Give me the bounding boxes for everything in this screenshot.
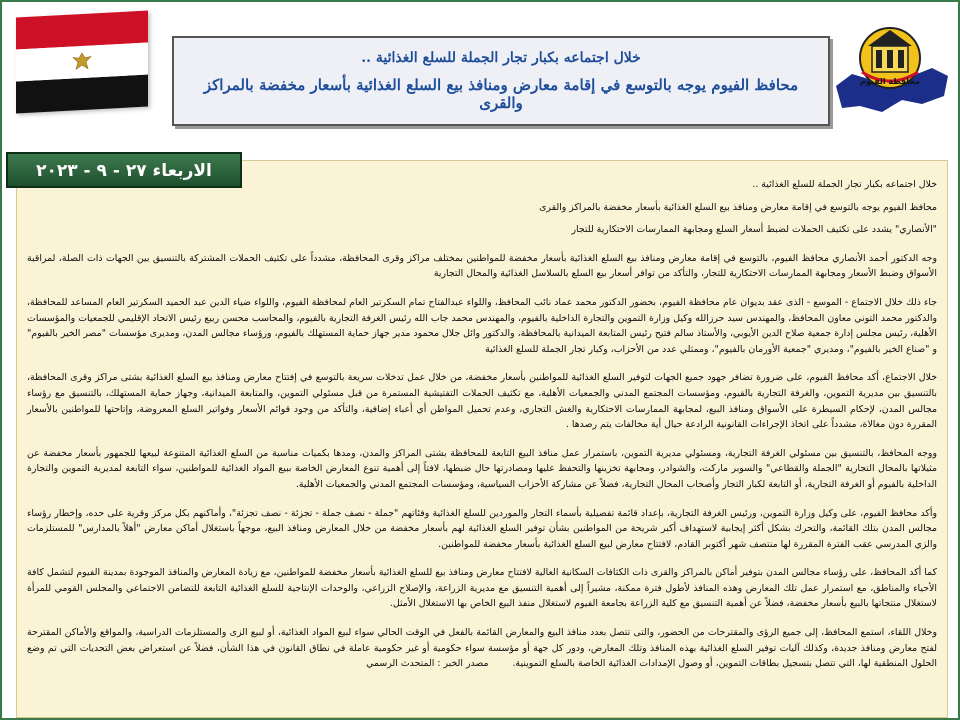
article-paragraph: "الأنصاري" يشدد على تكثيف الحملات لضبط أسعار السلع ومجابهة الممارسات الاحتكارية للتجار [571,224,937,236]
news-source: مصدر الخبر : المتحدث الرسمي [366,658,489,670]
eagle-icon [71,50,93,73]
headline-box [172,36,830,126]
article-paragraph: ووجه المحافظ، بالتنسيق بين مسئولي الغرفة التجارية، ومسئولي مديرية التموين، باستمرار عمل منافذ البيع التابعة للمحافظة بشتى المراكز والمدن، ومدها بكميات مناسبة من السلع الغذائية المتنوعة لبيعها للجمهور بأسعار مخفضة عن مثيلاتها بالمحال التجارية "الجملة والقطاعي" والسوبر ماركت، والشوادر، ومجابهة تخزينها والتحفظ عليها ومصادرتها حال ضبطها، لافتاً إلى أهمية تنوع المعارض الخاصة ببيع المواد الغذائية للمواطنين، سواء التابعة لمديرية التموين والتجارة الداخلية بالفيوم أو الغرفة التجارية، أو التابعة لكبار التجار وأصحاب المحال التجارية، فضلاً عن مشاركة الأحزاب السياسية، ومؤسسات المجتمع المدني والجمعيات الأهلية. [27,447,937,490]
page-header [2,2,958,152]
headline-line-1: خلال اجتماعه بكبار تجار الجملة للسلع الغذائية .. [361,50,641,66]
article-paragraph: محافظ الفيوم يوجه بالتوسع في إقامة معارض ومنافذ بيع السلع الغذائية بأسعار مخفضة بالمراكز والقرى [539,201,937,213]
article-paragraph: كما أكد المحافظ، على رؤساء مجالس المدن بتوفير أماكن بالمراكز والقرى ذات الكثافات السكانية العالية لافتتاح معارض ومنافذ بيع للسلع الغذائية بأسعار مخفضة للمواطنين، مع زيادة المعارض والمنافذ الموجودة بمدينة الفيوم لتشمل كافة الأحياء والمناطق، مع استمرار عمل تلك المعارض وهذه المنافذ لأطول فترة ممكنة، مشيراً إلى أهمية التنسيق مع مديرية الزراعة، والإصلاح الزراعي، والوحدات الإنتاجية للسلع الغذائية التابعة للتضامن الاجتماعي والمجلس القومي للمرأة لاستغلال منتجاتها بالبيع بأسعار مخفضة، فضلاً عن أهمية التنسيق مع كلية الزراعة بجامعة الفيوم لاستغلال منفذ البيع الخاص بها الاستغلال الأمثل. [27,567,937,610]
logo-text: محافظة الفيوم [859,77,921,86]
fayoum-governorate-logo-icon [832,16,952,124]
egypt-flag-icon [16,11,148,114]
article-paragraph-last [27,625,937,672]
date-banner: الاربعاء ٢٧ - ٩ - ٢٠٢٣ [6,152,242,188]
article-paragraph: وأكد محافظ الفيوم، على وكيل وزارة التموين، ورئيس الغرفة التجارية، بإعداد قائمة تفصيلية بأسماء التجار والموردين للسلع الغذائية وفئاتهم "جملة - نصف جملة - تجزئة - نصف تجزئة"، وأماكنهم بكل مركز وقرية على حده، وإخطار رؤساء مجالس المدن بتلك القائمة، والتحرك بشكل أكثر إيجابية لاستهداف أكبر شريحة من المواطنين بشأن توفير السلع الغذائية لهم بأسعار مخفضة من خلال المعارض ومنافذ البيع، موجهاً باستغلال أماكن معارض "أهلاً بالمدارس" للمستلزمات والزي المدرسي عقب الفترة المقررة لها منتصف شهر أكتوبر القادم، لافتتاح معارض لبيع السلع الغذائية بأسعار مخفضة للمواطنين. [27,507,937,550]
article-body [16,160,948,718]
article-paragraph: خلال اجتماعه بكبار تجار الجملة للسلع الغذائية .. [752,179,937,190]
article-paragraph: وجه الدكتور أحمد الأنصاري محافظ الفيوم، بالتوسع في إقامة معارض ومنافذ بيع السلع الغذائية بأسعار مخفضة للمواطنين بمختلف مراكز وقرى المحافظة، مشدداً على تكثيف الحملات المشتركة بالتنسيق بين الجهات ذات الصلة، لمراقبة الأسواق وضبط الأسعار ومجابهة الممارسات الاحتكارية للتجار، والتأكد من توافر أسعار بيع السلع بالسلاسل الغذائية والمحال التجارية [27,252,937,280]
article-paragraph-text: وخلال اللقاء، استمع المحافظ، إلى جميع الرؤى والمقترحات من الحضور، والتى تتصل بعدد منافذ البيع والمعارض القائمة بالفعل في الوقت الحالي سواء لبيع المواد الغذائية، أو لبيع الزى والمستلزمات الدراسية، والمواقع والأماكن المقترحة لفتح معارض ومنافذ جديدة، وكذلك آليات توفير السلع الغذائية بهذه المنافذ وتلك المعارض، ودور كل جهة أو مؤسسة سواء حكومية أو غير حكومية عاملة في نطاق القانون في هذا الشأن، فضلاً عن استعراض بعض التحديات التي تم وضع الحلول المنطقية لها، التي تتصل بتسجيل بطاقات التموين، أو وصول الإمدادات الغذائية الخاصة بالسلع التموينية. [27,627,937,670]
article-paragraph: جاء ذلك خلال الاجتماع - الموسع - الذى عقد بديوان عام محافظة الفيوم، بحضور الدكتور محمد عماد نائب المحافظ، واللواء عبدالفتاح تمام السكرتير العام لمحافظة الفيوم، واللواء ضياء الدين عبد الحميد السكرتير العام المساعد للمحافظة، والدكتور محمد التوني معاون المحافظ، والمهندس سيد حرزالله وكيل وزارة التموين والتجارة الداخلية بالفيوم، والمهندس محمد جاب الله رئيس الغرفة التجارية بالفيوم، والمحاسب محسن ربيع رئيس الاتحاد الإقليمي للجمعيات والمؤسسات الأهلية، رئيس مجلس إدارة جمعية صلاح الدين الأيوبي، والأستاذ سالم فتيح رئيس المتابعة الميدانية بالمحافظة، والدكتور وائل جلال محمود مدير جهاز حماية المستهلك بالفيوم، ورؤساء مجالس المدن، ومديرى مؤسسات "مصر الخير بالفيوم" و "صناع الخير بالفيوم"، ومديري "جمعية الأورمان بالفيوم"، وممثلي عدد من الأحزاب، وكبار تجار الجملة للسلع الغذائية [27,296,937,355]
headline-line-2: محافظ الفيوم يوجه بالتوسع في إقامة معارض ومنافذ بيع السلع الغذائية بأسعار مخفضة بالمراكز والقرى [203,76,799,112]
article-paragraph: خلال الاجتماع، أكد محافظ الفيوم، على ضرورة تضافر جهود جميع الجهات لتوفير السلع الغذائية للمواطنين بأسعار مخفضة، من خلال عمل تدخلات سريعة بالتوسع في إفتتاح معارض ومنافذ بيع السلع الغذائية بشتى مراكز وقرى المحافظة، بالتنسيق بين مديرية التموين، والغرفة التجارية بالفيوم، ومؤسسات المجتمع المدني والجمعيات الأهلية، مع تكثيف الحملات التفتيشية المستمرة من قبل مسئولي التموين، والمتابعة الميدانية، وجهاز حماية المستهلك، بالتنسيق مع رؤساء مجالس المدن، لإحكام السيطرة على الأسواق ومنافذ البيع، لمجابهة الممارسات الاحتكارية والغش التجاري، وعدم تحميل المواطن أي أعباء إضافية، والتأكد من وجود قوائم الأسعار وفواتير السلع المعروضة، وإتاحتها للمواطنين بالأسعار المقررة دون مغالاة، مشدداً على اتخاذ الإجراءات القانونية الرادعة حيال أية مخالفات يتم رصدها . [27,372,937,431]
